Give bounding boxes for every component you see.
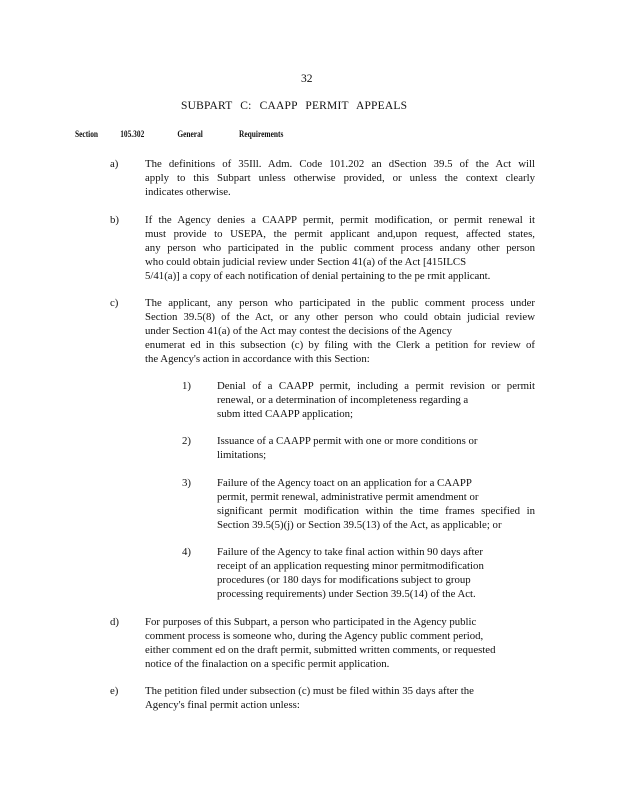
subparagraph-label: 4): [182, 546, 191, 558]
text-line: apply to this Subpart unless otherwise provided, or unless the context clearly: [145, 172, 535, 184]
subparagraph-text: [217, 379, 535, 421]
paragraph-label: c): [110, 297, 119, 309]
text-line: The definitions of 35Ill. Adm. Code 101.202 an dSection 39.5 of the Act will: [145, 158, 535, 170]
text-line: the Agency's action in accordance with this Section:: [145, 353, 370, 365]
text-line: permit, permit renewal, administrative permit amendment or: [217, 491, 479, 503]
subparagraph-label: 3): [182, 477, 191, 489]
text-line: Failure of the Agency toact on an application for a CAAPP: [217, 477, 472, 489]
text-line: 5/41(a)] a copy of each notification of denial pertaining to the pe rmit applicant.: [145, 270, 491, 282]
text-line: Section 39.5(5)(j) or Section 39.5(13) of the Act, as applicable; or: [217, 519, 502, 531]
paragraph-label: a): [110, 158, 119, 170]
paragraph-text: [145, 213, 535, 283]
paragraph-text: [145, 684, 535, 712]
text-line: comment process is someone who, during the Agency public comment period,: [145, 630, 484, 642]
paragraph-text: [145, 157, 535, 199]
text-line: indicates otherwise.: [145, 186, 231, 198]
text-line: must provide to USEPA, the permit applicant and,upon request, affected states,: [145, 228, 535, 240]
text-line: significant permit modification within the time frames specified in: [217, 505, 535, 517]
paragraph-label: e): [110, 685, 119, 697]
subparagraph-text: [217, 545, 535, 601]
text-line: under Section 41(a) of the Act may contest the decisions of the Agency: [145, 325, 453, 337]
section-number: 105.302: [120, 130, 145, 140]
text-line: Section 39.5(8) of the Act, or any other person who could obtain judicial review: [145, 311, 535, 323]
text-line: The petition filed under subsection (c) must be filed within 35 days after the: [145, 685, 474, 697]
subparagraph-text: [217, 434, 535, 462]
section-heading: [75, 130, 283, 140]
text-line: Agency's final permit action unless:: [145, 699, 300, 711]
text-line: either comment ed on the draft permit, submitted written comments, or requested: [145, 644, 496, 656]
paragraph-text: [145, 296, 535, 366]
text-line: renewal, or a determination of incompleteness regarding a: [217, 394, 469, 406]
text-line: Failure of the Agency to take final action within 90 days after: [217, 546, 483, 558]
text-line: limitations;: [217, 449, 267, 461]
text-line: enumerat ed in this subsection (c) by filing with the Clerk a petition for review of: [145, 339, 535, 351]
text-line: receipt of an application requesting minor permitmodification: [217, 560, 484, 572]
text-line: The applicant, any person who participated in the public comment process under: [145, 297, 535, 309]
text-line: notice of the finalaction on a specific permit application.: [145, 658, 390, 670]
subparagraph-label: 2): [182, 435, 191, 447]
paragraph-text: [145, 615, 535, 671]
text-line: any person who participated in the public comment process andany other person: [145, 242, 535, 254]
subparagraph-label: 1): [182, 380, 191, 392]
paragraph-label: b): [110, 214, 119, 226]
text-line: If the Agency denies a CAAPP permit, permit modification, or permit renewal it: [145, 214, 535, 226]
paragraph-label: d): [110, 616, 119, 628]
text-line: Issuance of a CAAPP permit with one or more conditions or: [217, 435, 478, 447]
subparagraph-text: [217, 476, 535, 532]
text-line: Denial of a CAAPP permit, including a permit revision or permit: [217, 380, 535, 392]
section-title-part1: General: [177, 130, 203, 140]
text-line: For purposes of this Subpart, a person who participated in the Agency public: [145, 616, 477, 628]
page-number: 32: [301, 73, 313, 85]
text-line: procedures (or 180 days for modifications subject to group: [217, 574, 471, 586]
text-line: processing requirements) under Section 39.5(14) of the Act.: [217, 588, 476, 600]
text-line: who could obtain judicial review under Section 41(a) of the Act [415ILCS: [145, 256, 467, 268]
subpart-heading: SUBPART C: CAAPP PERMIT APPEALS: [181, 100, 408, 112]
section-title-part2: Requirements: [239, 130, 284, 140]
text-line: subm itted CAAPP application;: [217, 408, 354, 420]
section-label: Section: [75, 130, 99, 140]
